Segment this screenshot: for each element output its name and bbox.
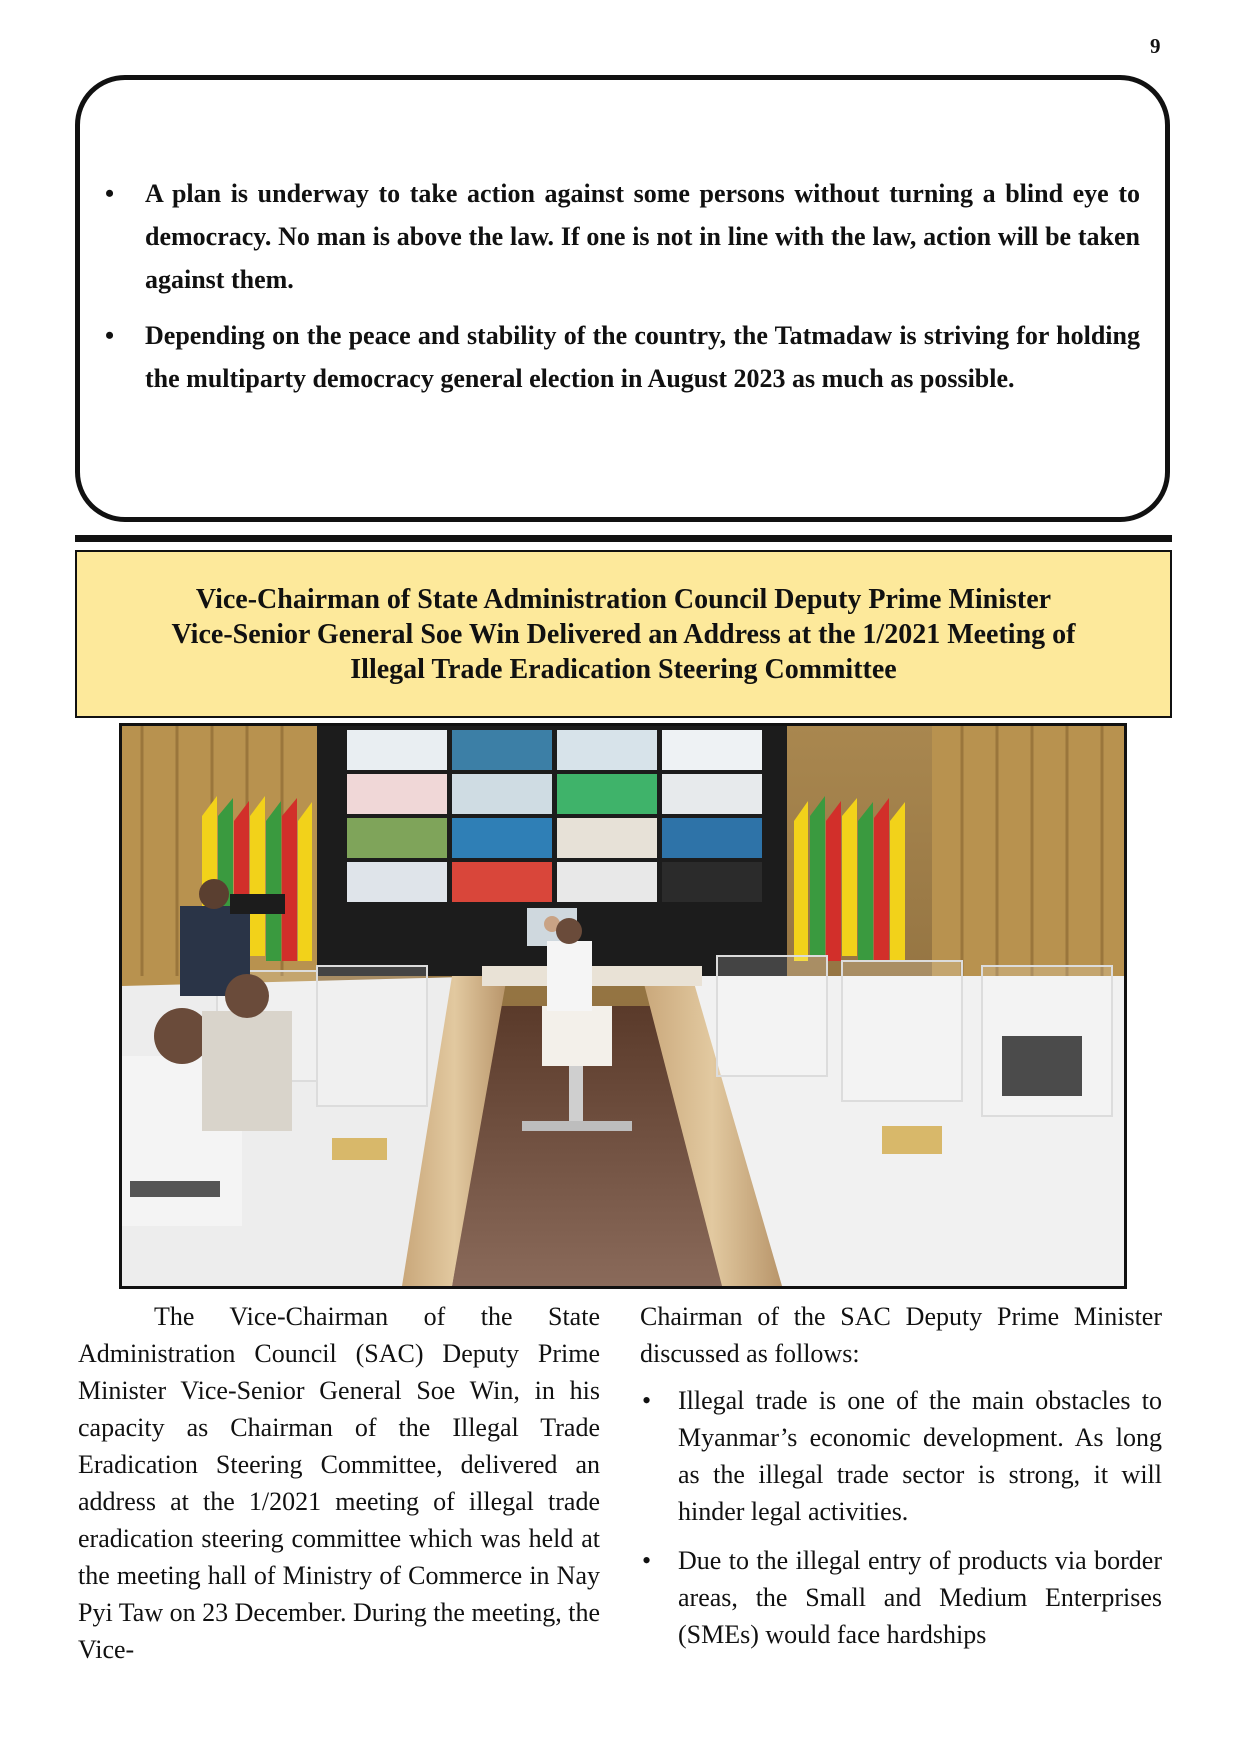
meeting-photo [119, 723, 1127, 1289]
highlight-bullet-list [105, 172, 1140, 413]
section-divider [75, 535, 1172, 542]
highlight-bullet: • Depending on the peace and stability of the country, the Tatmadaw is striving for holding the multiparty democracy general election in August 2023 as much as possible. [105, 314, 1140, 400]
article-title-line: Illegal Trade Eradication Steering Committee [350, 653, 897, 685]
article-bullet: • Due to the illegal entry of products via border areas, the Small and Medium Enterprises (SMEs) would face hardships [640, 1542, 1162, 1653]
page-number: 9 [1150, 34, 1161, 58]
article-body-left [78, 1298, 600, 1668]
article-title-line: Vice-Senior General Soe Win Delivered an Address at the 1/2021 Meeting of [171, 618, 1076, 650]
article-title-box [75, 550, 1172, 718]
article-title-line: Vice-Chairman of State Administration Council Deputy Prime Minister [195, 583, 1052, 615]
article-paragraph: The Vice-Chairman of the State Administration Council (SAC) Deputy Prime Minister Vice-Senior General Soe Win, in his capacity as Chairman of the Illegal Trade Eradication Steering Committee, delivered an address at the 1/2021 meeting of illegal trade eradication steering committee which was held at the meeting hall of Ministry of Commerce in Nay Pyi Taw on 23 December. During the meeting, the Vice- [78, 1302, 600, 1664]
article-body-right [640, 1298, 1162, 1665]
article-paragraph: Chairman of the SAC Deputy Prime Minister discussed as follows: [640, 1302, 1162, 1368]
article-bullet: • Illegal trade is one of the main obstacles to Myanmar’s economic development. As long as the illegal trade sector is strong, it will hinder legal activities. [640, 1382, 1162, 1530]
article-bullet-list [640, 1382, 1162, 1653]
highlight-box [75, 75, 1170, 522]
highlight-bullet: • A plan is underway to take action against some persons without turning a blind eye to democracy. No man is above the law. If one is not in line with the law, action will be taken against them. [105, 172, 1140, 301]
